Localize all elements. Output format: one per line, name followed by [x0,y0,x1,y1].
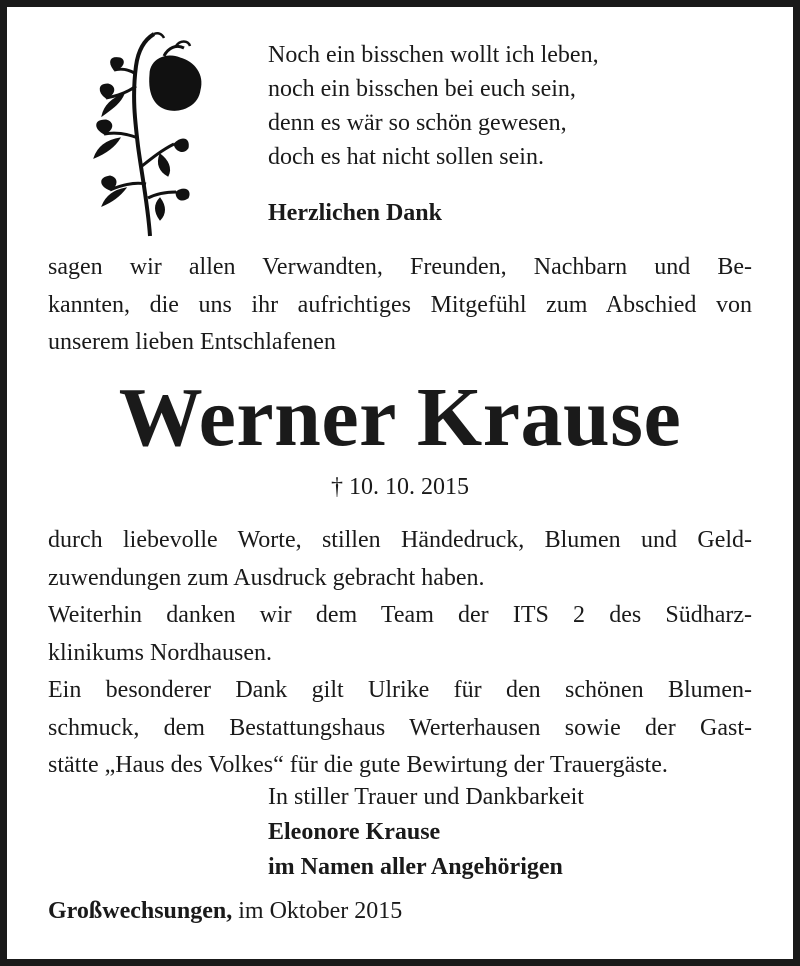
body-paragraph [48,522,752,785]
body-line: zuwendungen zum Ausdruck gebracht haben. [48,564,485,591]
rose-icon [80,26,210,241]
signature-greeting: In stiller Trauer und Dankbarkeit [268,784,584,810]
place-name: Großwechsungen, [48,898,233,924]
intro-paragraph [48,249,752,362]
place-date: im Oktober 2015 [238,898,403,924]
poem-line: doch es hat nicht sollen sein. [268,144,544,170]
intro-line: unserem lieben Entschlafenen [48,329,336,355]
death-date: † 10. 10. 2015 [331,474,469,500]
body-line: stätte „Haus des Volkes“ für die gute Bewirtung der Trauergäste. [48,752,668,778]
poem-line: Noch ein bisschen wollt ich leben, [268,42,599,68]
body-line: durch liebevolle Worte, stillen Händedruck, Blumen und Geld- [48,527,752,553]
poem-line: noch ein bisschen bei euch sein, [268,76,576,102]
poem-line: denn es wär so schön gewesen, [268,110,567,136]
body-line: klinikums Nordhausen. [48,639,272,666]
place-date-line [48,898,402,925]
signature-block [268,780,584,885]
poem [268,38,599,174]
signature-family: im Namen aller Angehörigen [268,854,563,880]
body-line: schmuck, dem Bestattungshaus Werterhausen sowie der Gast- [48,714,752,741]
thanks-heading: Herzlichen Dank [268,200,442,226]
intro-line: kannten, die uns ihr aufrichtiges Mitgefühl zum Abschied von [48,291,752,318]
signature-name: Eleonore Krause [268,819,441,845]
intro-line: sagen wir allen Verwandten, Freunden, Nachbarn und Be- [48,254,752,280]
deceased-name: Werner Krause [118,371,682,464]
body-line: Ein besonderer Dank gilt Ulrike für den schönen Blumen- [48,677,752,703]
body-line: Weiterhin danken wir dem Team der ITS 2 des Südharz- [48,602,752,628]
